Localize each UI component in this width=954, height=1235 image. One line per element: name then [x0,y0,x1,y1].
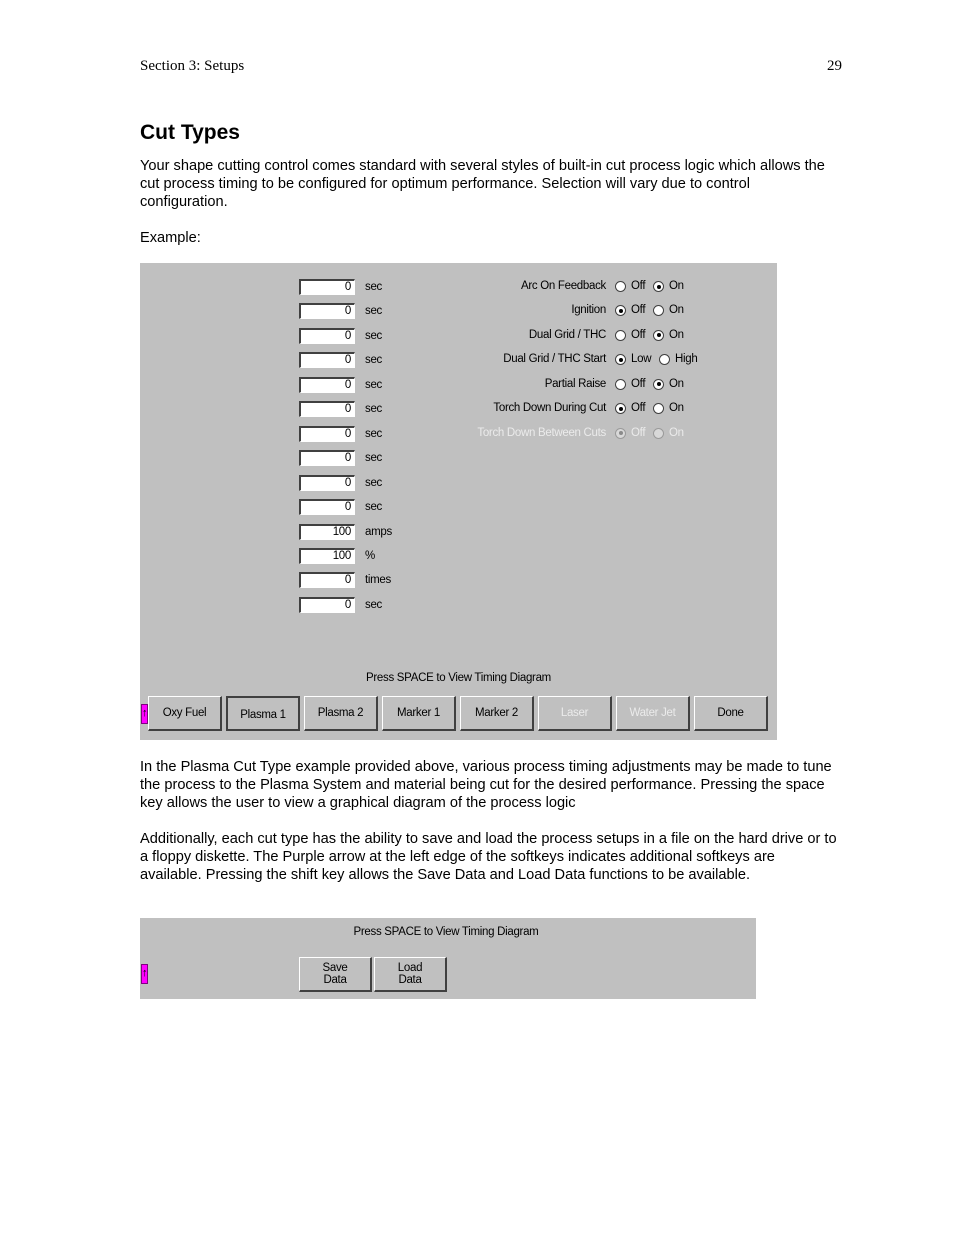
radio-button[interactable] [615,379,626,390]
save-load-panel [140,918,756,999]
option-row [140,427,777,443]
field-input[interactable]: 0 [299,597,355,613]
field-unit: sec [365,476,382,489]
radio-button [653,428,664,439]
field-input[interactable]: 0 [299,328,355,344]
field-unit: sec [365,329,382,342]
option-text: Off [631,426,646,439]
field-input[interactable]: 0 [299,499,355,515]
page-title: Cut Types [140,121,240,144]
field-input[interactable]: 100 [299,524,355,540]
radio-button[interactable] [653,281,664,292]
radio-button[interactable] [615,305,626,316]
option-row [140,329,777,345]
option-text: On [669,280,684,292]
option-text: On [669,426,684,439]
save-data-label-1: Save [322,962,348,974]
press-space-hint-2: Press SPACE to View Timing Diagram [353,926,539,938]
field-row [140,597,440,615]
radio-button[interactable] [615,354,626,365]
load-data-label-1: Load [397,962,423,974]
option-label: Torch Down During Cut [493,402,606,415]
option-text: On [669,402,684,415]
load-data-button[interactable] [374,957,447,992]
option-text: High [675,353,698,366]
option-label: Partial Raise [544,377,606,390]
press-space-hint: Press SPACE to View Timing Diagram [366,672,551,684]
option-text: Off [631,328,646,341]
example-label: Example: [140,230,201,246]
softkey-plasma-1[interactable]: Plasma 1 [226,696,300,731]
field-input[interactable]: 0 [299,401,355,417]
field-row [140,572,440,590]
option-row [140,353,777,369]
option-row [140,280,777,296]
page-number: 29 [827,58,842,74]
softkey-marker-1[interactable]: Marker 1 [382,696,456,731]
option-text: Off [631,280,646,292]
field-input[interactable]: 0 [299,572,355,588]
radio-button[interactable] [659,354,670,365]
softkey-water-jet: Water Jet [616,696,690,731]
field-row [140,499,440,517]
field-unit: sec [365,281,382,293]
option-text: Off [631,304,646,317]
option-row [140,402,777,418]
softkey-oxy-fuel[interactable]: Oxy Fuel [148,696,222,731]
field-unit: sec [365,598,382,611]
field-input[interactable]: 0 [299,279,355,295]
option-label: Dual Grid / THC [528,328,606,341]
field-input[interactable]: 0 [299,426,355,442]
section-header: Section 3: Setups [140,58,245,74]
option-text: Low [631,353,652,366]
save-load-paragraph: Additionally, each cut type has the ability to save and load the process setups in a file on the hard drive or to a floppy diskette. The Purple arrow at the left edge of the softkeys indicates additional softkeys are available. Pressing the shift key allows the Save Data and Load Data functions to be available. [140,831,837,883]
save-data-button[interactable] [299,957,372,992]
radio-button [615,428,626,439]
option-row [140,304,777,320]
plasma-paragraph: In the Plasma Cut Type example provided above, various process timing adjustments may be made to tune the process to the Plasma System and material being cut for the desired performance. Pressing the space key allows the user to view a graphical diagram of the process logic [140,759,832,811]
field-unit: % [365,549,375,562]
option-text: On [669,377,684,390]
field-unit: sec [365,403,382,416]
up-arrow-icon[interactable]: ↑ [141,964,148,984]
radio-button[interactable] [653,403,664,414]
cut-types-panel [140,263,777,740]
field-row [140,475,440,493]
radio-button[interactable] [615,281,626,292]
up-arrow-icon[interactable]: ↑ [141,704,148,724]
field-input[interactable]: 0 [299,450,355,466]
option-label: Dual Grid / THC Start [503,353,606,366]
softkey-marker-2[interactable]: Marker 2 [460,696,534,731]
option-label: Torch Down Between Cuts [477,426,606,439]
radio-button[interactable] [615,330,626,341]
field-unit: sec [365,452,382,465]
field-input[interactable]: 100 [299,548,355,564]
field-unit: sec [365,378,382,391]
field-unit: sec [365,427,382,440]
option-text: On [669,328,684,341]
load-data-label-2: Data [398,974,422,986]
field-input[interactable]: 0 [299,475,355,491]
field-row [140,524,440,542]
intro-paragraph: Your shape cutting control comes standard with several styles of built-in cut process logic which allows the cut process timing to be configured for optimum performance. Selection will vary due to control configuration. [140,158,825,210]
option-label: Ignition [571,304,606,317]
field-unit: sec [365,305,382,318]
field-row [140,548,440,566]
field-input[interactable]: 0 [299,352,355,368]
option-text: Off [631,377,646,390]
field-unit: sec [365,501,382,514]
option-row [140,378,777,394]
softkey-plasma-2[interactable]: Plasma 2 [304,696,378,731]
field-input[interactable]: 0 [299,303,355,319]
radio-button[interactable] [653,330,664,341]
radio-button[interactable] [615,403,626,414]
radio-button[interactable] [653,379,664,390]
option-label: Arc On Feedback [521,280,606,292]
softkey-done[interactable]: Done [694,696,768,731]
save-data-label-2: Data [323,974,347,986]
softkey-laser: Laser [538,696,612,731]
field-unit: sec [365,354,382,367]
field-input[interactable]: 0 [299,377,355,393]
field-row [140,450,440,468]
option-text: Off [631,402,646,415]
option-text: On [669,304,684,317]
field-unit: times [365,574,391,587]
field-unit: amps [365,525,392,538]
radio-button[interactable] [653,305,664,316]
